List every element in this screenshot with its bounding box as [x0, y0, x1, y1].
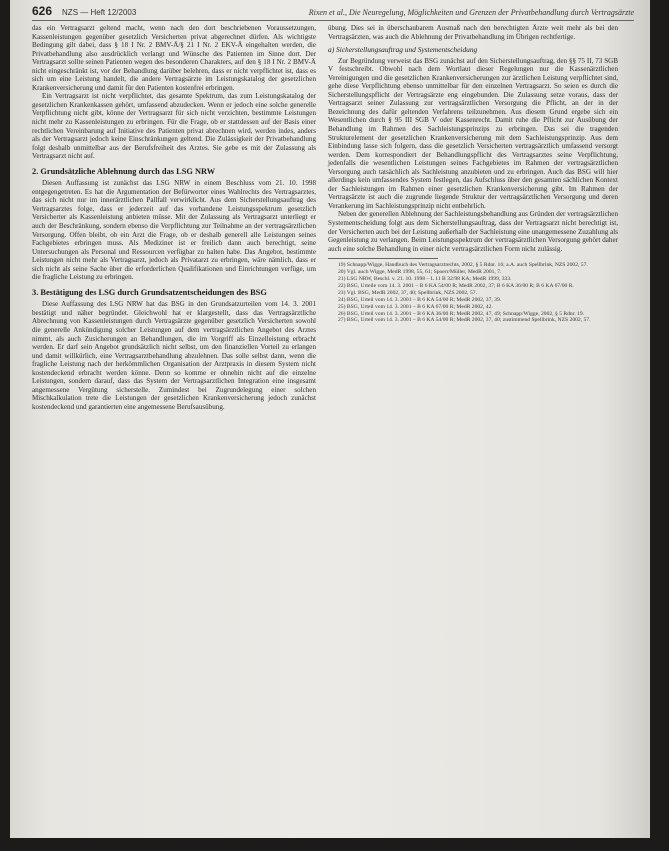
- paragraph: Neben der generellen Ablehnung der Sachleistungsbehandlung aus Gründen der vertragsärztlichen Systementscheidung folgt aus dem Sicherstellungsauftrag, dass der Vertragsarzt nicht berechtigt ist, der Versicherten auch bei der Leistung außerhalb der Sachleistung eine unangemessene Zuzahlung als Gegenleistung zu verlangen. Beim Leistungsspektrum der vertragsärztlichen Versorgung gehört daher auch eine solche Behandlung in einer nicht vertragsärztlichen Form nicht zulässig.: [328, 210, 618, 253]
- header-rule: [32, 20, 634, 21]
- paragraph: übung. Dies sei in überschaubarem Ausmaß nach den berechtigten Ärzte weit mehr als bei den Vertragsärzten, was auch die Ablehnung der Privatbehandlung im Übrigen rechtfertige.: [328, 24, 618, 41]
- footnote: 22) BSG, Urteile vom 14. 3. 2001 – B 6 KA 54/00 R; MedR 2002, 37; B 6 KA 36/00 R; B 6 KA 67/00 R.: [338, 282, 574, 289]
- running-title: Rixen et al., Die Neuregelung, Möglichkeiten und Grenzen der Privatbehandlung durch Vertragsärzte: [308, 8, 634, 17]
- journal-issue: NZS — Heft 12/2003: [62, 8, 137, 17]
- footnote: 21) LSG NRW, Beschl. v. 21. 10. 1998 – L 11 B 32/98 KA; MedR 1999, 333.: [338, 276, 512, 283]
- footnote: 19) Schnapp/Wigge, Handbuch des Vertragsarztrechts, 2002, § 5 Rdnr. 16; a.A. auch Spellbrink, NZS 2002, 57.: [338, 262, 588, 269]
- footnote-rule: [328, 258, 438, 259]
- paragraph: Ein Vertragsarzt ist nicht verpflichtet, das gesamte Spektrum, das zum Leistungskatalog der gesetzlichen Krankenkassen gehört, umfassend abzudecken. Wenn er jedoch eine solche generelle Verpflichtung nicht gibt, könne der Vertragsarzt für sich nicht verzichten, bestimmte Leistungen nicht mehr zu Kassenleistungen zu erbringen. Für die Frage, ob er stattdessen auf der Basis einer rechtlichen Vereinbarung auf Initiative des Patienten privat abrechnen wird, werden indes, anders als der Vertragsarzt jedoch keine Einschränkungen geltend. Die Zulässigkeit der Privatbehandlung folgt deshalb unmittelbar aus der Berufsfreiheit des Arztes. Sie gebe es mit der Zulassung als Vertragsarzt nicht auf.: [32, 92, 316, 161]
- section-heading: 2. Grundsätzliche Ablehnung durch das LSG NRW: [32, 166, 216, 176]
- footnote: 26) BSG, Urteil vom 14. 3. 2001 – B 6 KA 36/00 R; MedR 2002, 47, 49; Schnapp/Wigge, 2002, § 5 Rdnr. 19.: [338, 310, 585, 317]
- footnotes: [328, 262, 618, 324]
- right-column: [328, 24, 618, 324]
- page-header: [32, 4, 634, 18]
- footnote: 20) Vgl. auch Wigge, MedR 1998, 55, 61; Spoerr/Müller, MedR 2001, 7.: [338, 269, 502, 276]
- footnote: 24) BSG, Urteil vom 14. 3. 2001 – B 6 KA 54/00 R; MedR 2002, 37, 39.: [338, 296, 502, 303]
- subsection-heading: a) Sicherstellungsauftrag und Systementscheidung: [328, 45, 478, 55]
- paragraph: Diesen Auffassung ist zunächst das LSG NRW in einem Beschluss vom 21. 10. 1998 entgegengetreten. Es hat die Argumentation der Befürworter eines Wahlrechts des Vertragsarztes, das sich nicht nur im innerärztlichen Pallfall verwirklicht. Aus dem Sicherstellungsauftrag des Vertragsarztes folge, dass er jederzeit auf das vorhandene Leistungsspektrum gesetzlich Versicherter als Kassenleistung anbieten müsse. Mit der Zulassung als Vertragsarzt unterliegt er auch der Beschränkung, sondern ebenso die Verpflichtung zur Teilnahme an der vertragsärztlichen Versorgung. Offen bleibt, ob ein Arzt die Frage, ob er deshalb generell alle Leistungen seines Fachgebietes erbringen muss. Als Mediziner ist er freilich dann auch berechtigt, seine Untersuchungen als Personal und Ressourcen verfügbar zu halten habe. Das Angebot, bestimmte Leistungen nicht mehr als Vertragsarzt, jedoch als Privatarzt zu erbringen, wäre nämlich, dass er sich nicht als seine Sache über die erforderlichen Qualifikationen und Einrichtungen verfüge, um die fragliche Leistung zu erbringen.: [32, 179, 316, 282]
- paragraph: Zur Begründung verweist das BSG zunächst auf den Sicherstellungsauftrag, den §§ 75 II, 73 SGB V festschreibt. Obwohl nach dem Wortlaut dieser Regelungen nur die Kassenärztlichen Vereinigungen und die gesetzlichen Krankenversicherungen zur ärztlichen Leistung verpflichtet sind, gehe diese Verpflichtung ebenso unmittelbar für den einzelnen Vertragsarzt. So seien es durch die Sicherstellungspflicht der Vertragsärzte eng eingebunden. Die Zulassung setze voraus, dass der Vertragsarzt seiner Zulassung zur vertragsärztlichen Versorgung die Pflicht, an der in der Bezeichnung des dafür geltenden Verfahrens teilzunehmen. Aus diesem Grund ergebe sich ein Wesentlichen durch § 95 III SGB V oder Kassenrecht. Damit ruhe die Pflicht zur Ausübung der Behandlung im Rahmen des Sachleistungsprinzips zu erbringen. Das sei die tragenden Strukturelement der gesetzlichen Krankenversicherung mit dem Sachleistungsprinzip. Aus dem Einbindung lasse sich folgern, dass die gesetzlich Versicherten vertragsärztlich umfassend versorgt werden. Dem korrespondiert der Behandlungspflicht des Vertragsarztes seine Verpflichtung, jedenfalls die wesentlichen Leistungen seines Fachgebietes im Rahmen der vertragsärztlichen Versorgung auch tatsächlich als Sachleistung anzubieten und zu erbringen. Auch das BSG will hier allerdings kein umfassendes System festlegen, das Aufschluss über den gesamten sächlichen Kontext der Sachleistungen im Rahmen einer gesetzlichen Krankenversicherung gibt. Im Rahmen der Vertragsärzte ist auch die zugrunde liegende Struktur der vertragsärztlichen Versorgung und deren Verankerung im Sachleistungsprinzip nicht entbehrlich.: [328, 56, 618, 210]
- left-column: [32, 24, 316, 411]
- footnote: 25) BSG, Urteil vom 14. 3. 2001 – B 6 KA 67/00 R; MedR 2002, 42.: [338, 303, 493, 310]
- section-heading: 3. Bestätigung des LSG durch Grundsatzentscheidungen des BSG: [32, 287, 267, 297]
- footnote: 27) BSG, Urteil vom 14. 3. 2001 – B 6 KA 54/00 R; MedR 2002, 37, 40; zustimmend Spellbrink, NZS 2002, 57.: [338, 317, 591, 324]
- paragraph: das ein Vertragsarzt geltend macht, wenn nach den dort beschriebenen Voraussetzungen, Kassenleistungen gegenüber gesetzlich Versicherten privat abgerechnet dürfen. Als wichtigste Bedingung gilt dabei, dass § 18 I Nr. 2 BMV-Ä/§ 21 I Nr. 2 EKV-Ä eingehalten werden, die Privatbehandlung also ausdrücklich verlangt und Wünsche des Patienten im Sinne dort. Der Vertragsarzt sollte seinen Patienten wegen des besonderen Charakters, auf den § 18 I Nr. 2 BMV-Ä nicht eingeschränkt ist, vor der Behandlung darüber belehren, dass er nicht verpflichtet ist, dass es sich um eine Leistung handelt, die andere Vertragsärzte im Leistungskatalog der gesetzlichen Krankenversicherung und damit für den Patienten kostenfrei erbringen.: [32, 24, 316, 92]
- paragraph: Diese Auffassung des LSG NRW hat das BSG in den Grundsatzurteilen vom 14. 3. 2001 bestätigt und näher begründet. Gleichwohl hat er klargestellt, dass das Vertragsärztliche Abrechnung von Kassenleistungen durch Vertragsärzte gegenüber gesetzlich Versicherten sowohl die generelle Ankündigung solcher Leistungen auf dem vertragsärztlichen Angebot des Arztes nimmt, als auch Zusicherungen an Behandlungen, die im Vorgriff als Einzelleistung erbracht werden. Er darf sein Angebot grundsätzlich nicht selbst, um den finanziellen Vorteil zu erlangen und damit willkürlich, eine Vertragsarztbehandlung abzulehnen. Das solle selbst dann, wenn die fragliche Leistung nach der herkömmlichen Organisation der Arztpraxis in diesem System nicht kostendeckend erbracht werden könne. Denn so komme er ohnehin nicht auf die einzelne Leistungen, sondern darauf, dass das System der Vertragsarztlichen Integration eine insgesamt angemessene Vergütung sicherstelle. Zumindest bei Zugrundelegung einer solchen Mischkalkulation trete die Leistungen der gesetzlichen Krankenversicherung jedoch zunächst kostendeckend und garantierten eine angemessene Berufsausübung.: [32, 300, 316, 411]
- document-page: [10, 0, 650, 838]
- footnote: 23) Vgl. BSG, MedR 2002, 37, 40; Spellbrink, NZS 2002, 57.: [338, 289, 477, 296]
- page-number: 626: [32, 4, 53, 18]
